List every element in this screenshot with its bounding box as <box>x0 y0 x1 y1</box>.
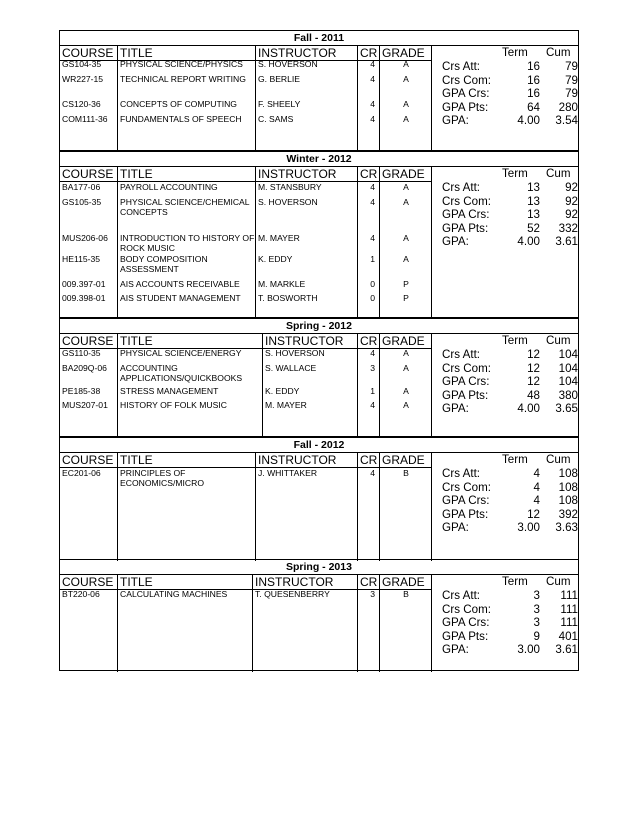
column-header-cr: CR <box>358 46 380 61</box>
cell-grade: A <box>403 348 409 358</box>
cell-course: GS105-35 <box>62 197 102 207</box>
term-title: Spring - 2013 <box>60 560 578 575</box>
stat-term-value: 13 <box>527 194 540 208</box>
stat-cum-value: 3.61 <box>555 643 578 656</box>
term-section <box>59 559 579 671</box>
cell-course: BA209Q-06 <box>62 363 107 373</box>
course-table <box>60 453 578 561</box>
stat-cum-value: 108 <box>558 467 578 480</box>
column-header-course: COURSE <box>60 167 118 182</box>
stat-label: Crs Att: <box>442 589 481 602</box>
cell-instructor: J. WHITTAKER <box>258 468 318 478</box>
stat-cum-value: 3.61 <box>555 235 578 248</box>
stat-term-value: 4.00 <box>517 402 540 415</box>
stat-term-value: 3 <box>533 589 540 602</box>
stat-term-value: 12 <box>527 361 540 375</box>
term-label: Term <box>502 334 528 347</box>
cell-grade: A <box>403 363 409 373</box>
cell-instructor: G. BERLIE <box>258 74 301 84</box>
stat-label: GPA Crs: <box>442 494 490 507</box>
stat-term-value: 4 <box>533 480 540 494</box>
cell-instructor: S. HOVERSON <box>258 197 318 207</box>
cell-cr: 0 <box>370 279 375 289</box>
cell-grade: A <box>403 74 409 84</box>
column-header-title: TITLE <box>118 575 253 590</box>
cell-title: BODY COMPOSITION ASSESSMENT <box>120 254 208 274</box>
stat-label: GPA Crs: <box>442 375 490 388</box>
stat-cum-value: 111 <box>560 589 578 602</box>
column-header-cr: CR <box>358 167 380 182</box>
stat-label: Crs Com: <box>442 480 491 494</box>
stat-cum-value: 3.65 <box>555 402 578 415</box>
cell-course: MUS206-06 <box>62 233 108 243</box>
cell-cr: 4 <box>370 182 375 192</box>
cell-title: AIS ACCOUNTS RECEIVABLE <box>120 279 240 289</box>
cell-grade: A <box>403 233 409 243</box>
cell-title: CALCULATING MACHINES <box>120 589 228 599</box>
stat-label: GPA Crs: <box>442 208 490 221</box>
cell-instructor: S. HOVERSON <box>265 348 325 358</box>
stat-term-value: 3 <box>533 616 540 629</box>
cell-title: PHYSICAL SCIENCE/ENERGY <box>120 348 242 358</box>
stat-cum-value: 92 <box>565 194 578 208</box>
column-header-course: COURSE <box>60 46 118 61</box>
cell-grade: B <box>403 589 409 599</box>
column-header-instructor: INSTRUCTOR <box>256 46 358 61</box>
term-label: Term <box>502 575 528 588</box>
cell-course: CS120-36 <box>62 99 101 109</box>
cell-course: 009.398-01 <box>62 293 106 303</box>
cum-label: Cum <box>546 334 571 347</box>
cell-instructor: S. HOVERSON <box>258 59 318 69</box>
column-header-instructor: INSTRUCTOR <box>263 334 358 349</box>
stat-term-value: 12 <box>527 507 540 521</box>
cell-course: BA177-06 <box>62 182 101 192</box>
column-header-grade: GRADE <box>380 334 432 349</box>
gpa-summary <box>442 348 592 418</box>
course-table <box>60 334 578 438</box>
stat-term-value: 3 <box>533 602 540 616</box>
cum-label: Cum <box>546 453 571 466</box>
stat-term-value: 4 <box>533 494 540 507</box>
cell-course: 009.397-01 <box>62 279 106 289</box>
stat-cum-value: 104 <box>558 375 578 388</box>
column-header-cr: CR <box>358 575 380 590</box>
stat-cum-value: 401 <box>558 629 578 643</box>
term-section <box>59 151 579 318</box>
cell-grade: A <box>403 99 409 109</box>
cell-instructor: T. BOSWORTH <box>258 293 318 303</box>
stat-label: GPA: <box>442 402 469 415</box>
cell-title: INTRODUCTION TO HISTORY OF ROCK MUSIC <box>120 233 255 253</box>
cell-course: GS104-35 <box>62 59 102 69</box>
cell-title: AIS STUDENT MANAGEMENT <box>120 293 241 303</box>
cum-label: Cum <box>546 46 571 59</box>
term-label: Term <box>502 167 528 180</box>
cell-instructor: M. MARKLE <box>258 279 306 289</box>
stat-term-value: 13 <box>527 181 540 194</box>
stat-term-value: 48 <box>527 388 540 402</box>
term-label: Term <box>502 453 528 466</box>
stat-term-value: 4.00 <box>517 114 540 127</box>
column-header-instructor: INSTRUCTOR <box>253 575 358 590</box>
cell-course: WR227-15 <box>62 74 104 84</box>
stat-term-value: 12 <box>527 375 540 388</box>
cell-title: STRESS MANAGEMENT <box>120 386 219 396</box>
cell-grade: A <box>403 197 409 207</box>
stat-cum-value: 108 <box>558 494 578 507</box>
cell-instructor: M. MAYER <box>265 400 307 410</box>
cell-cr: 4 <box>370 59 375 69</box>
term-label: Term <box>502 46 528 59</box>
column-header-course: COURSE <box>60 575 118 590</box>
cell-course: MUS207-01 <box>62 400 108 410</box>
cell-cr: 4 <box>370 114 375 124</box>
stat-term-value: 9 <box>533 629 540 643</box>
stat-term-value: 3.00 <box>517 521 540 534</box>
stat-cum-value: 79 <box>565 73 578 87</box>
cell-grade: B <box>403 468 409 478</box>
stat-label: Crs Att: <box>442 181 481 194</box>
column-header-grade: GRADE <box>380 453 432 468</box>
cell-cr: 3 <box>370 363 375 373</box>
stat-label: Crs Com: <box>442 73 491 87</box>
cell-instructor: K. EDDY <box>258 254 293 264</box>
course-table <box>60 167 578 319</box>
cell-instructor: K. EDDY <box>265 386 300 396</box>
stat-cum-value: 104 <box>558 361 578 375</box>
cell-cr: 4 <box>370 468 375 478</box>
cell-instructor: S. WALLACE <box>265 363 317 373</box>
stat-cum-value: 79 <box>565 60 578 73</box>
cell-cr: 4 <box>370 99 375 109</box>
stat-cum-value: 3.63 <box>555 521 578 534</box>
cell-course: EC201-06 <box>62 468 101 478</box>
cell-grade: A <box>403 59 409 69</box>
cell-title: PHYSICAL SCIENCE/CHEMICAL CONCEPTS <box>120 197 250 217</box>
stat-label: GPA: <box>442 643 469 656</box>
stat-term-value: 16 <box>527 87 540 100</box>
cell-instructor: C. SAMS <box>258 114 294 124</box>
stat-label: Crs Com: <box>442 194 491 208</box>
stat-cum-value: 380 <box>558 388 578 402</box>
stat-cum-value: 79 <box>565 87 578 100</box>
cell-title: TECHNICAL REPORT WRITING <box>120 74 246 84</box>
column-header-title: TITLE <box>118 167 256 182</box>
stat-term-value: 13 <box>527 208 540 221</box>
column-header-grade: GRADE <box>380 46 432 61</box>
cell-grade: P <box>403 279 409 289</box>
term-title: Winter - 2012 <box>60 152 578 167</box>
cell-grade: A <box>403 182 409 192</box>
column-header-cr: CR <box>358 334 380 349</box>
stat-label: GPA: <box>442 521 469 534</box>
cell-instructor: M. STANSBURY <box>258 182 322 192</box>
column-header-title: TITLE <box>118 46 256 61</box>
term-section <box>59 30 579 151</box>
cell-cr: 4 <box>370 74 375 84</box>
column-header-grade: GRADE <box>380 167 432 182</box>
column-header-instructor: INSTRUCTOR <box>256 167 358 182</box>
column-header-course: COURSE <box>60 453 118 468</box>
stat-cum-value: 111 <box>560 602 578 616</box>
cell-course: BT220-06 <box>62 589 100 599</box>
stat-label: GPA Pts: <box>442 507 489 521</box>
term-title: Spring - 2012 <box>60 319 578 334</box>
cell-grade: A <box>403 386 409 396</box>
cell-cr: 4 <box>370 233 375 243</box>
cell-cr: 4 <box>370 197 375 207</box>
cell-title: PHYSICAL SCIENCE/PHYSICS <box>120 59 243 69</box>
stat-cum-value: 3.54 <box>555 114 578 127</box>
gpa-summary <box>442 467 592 537</box>
stat-label: Crs Com: <box>442 602 491 616</box>
cell-grade: A <box>403 254 409 264</box>
stat-label: GPA: <box>442 114 469 127</box>
term-title: Fall - 2012 <box>60 438 578 453</box>
stat-cum-value: 332 <box>558 221 578 235</box>
stat-term-value: 4 <box>533 467 540 480</box>
course-table <box>60 575 578 672</box>
cell-course: COM111-36 <box>62 114 108 124</box>
cell-title: HISTORY OF FOLK MUSIC <box>120 400 227 410</box>
stat-label: Crs Att: <box>442 60 481 73</box>
cell-cr: 1 <box>370 386 375 396</box>
cell-cr: 3 <box>370 589 375 599</box>
stat-label: GPA Crs: <box>442 616 490 629</box>
cell-title: PAYROLL ACCOUNTING <box>120 182 218 192</box>
stat-label: Crs Att: <box>442 467 481 480</box>
stat-cum-value: 111 <box>560 616 578 629</box>
stat-label: GPA: <box>442 235 469 248</box>
column-header-cr: CR <box>358 453 380 468</box>
stat-term-value: 16 <box>527 60 540 73</box>
stat-label: Crs Com: <box>442 361 491 375</box>
stat-cum-value: 280 <box>558 100 578 114</box>
cell-cr: 4 <box>370 400 375 410</box>
cell-instructor: M. MAYER <box>258 233 300 243</box>
cell-grade: A <box>403 114 409 124</box>
cell-title: FUNDAMENTALS OF SPEECH <box>120 114 242 124</box>
course-table <box>60 46 578 152</box>
gpa-summary <box>442 181 592 251</box>
stat-term-value: 12 <box>527 348 540 361</box>
stat-term-value: 52 <box>527 221 540 235</box>
column-header-title: TITLE <box>118 334 263 349</box>
column-header-title: TITLE <box>118 453 256 468</box>
column-header-instructor: INSTRUCTOR <box>256 453 358 468</box>
cell-grade: A <box>403 400 409 410</box>
stat-cum-value: 92 <box>565 208 578 221</box>
cell-title: CONCEPTS OF COMPUTING <box>120 99 237 109</box>
cum-label: Cum <box>546 167 571 180</box>
column-header-course: COURSE <box>60 334 118 349</box>
term-section <box>59 318 579 437</box>
gpa-summary <box>442 589 592 659</box>
gpa-summary <box>442 60 592 130</box>
stat-term-value: 3.00 <box>517 643 540 656</box>
cum-label: Cum <box>546 575 571 588</box>
cell-cr: 4 <box>370 348 375 358</box>
stat-cum-value: 108 <box>558 480 578 494</box>
stat-term-value: 16 <box>527 73 540 87</box>
cell-cr: 0 <box>370 293 375 303</box>
cell-course: GS110-35 <box>62 348 101 358</box>
cell-title: ACCOUNTING APPLICATIONS/QUICKBOOKS <box>120 363 243 383</box>
stat-label: GPA Pts: <box>442 100 489 114</box>
term-section <box>59 437 579 560</box>
stat-label: GPA Pts: <box>442 221 489 235</box>
cell-course: PE185-38 <box>62 386 101 396</box>
cell-instructor: F. SHEELY <box>258 99 301 109</box>
stat-label: GPA Pts: <box>442 629 489 643</box>
cell-grade: P <box>403 293 409 303</box>
cell-cr: 1 <box>370 254 375 264</box>
cell-course: HE115-35 <box>62 254 101 264</box>
stat-label: GPA Pts: <box>442 388 489 402</box>
stat-cum-value: 104 <box>558 348 578 361</box>
stat-term-value: 64 <box>527 100 540 114</box>
stat-term-value: 4.00 <box>517 235 540 248</box>
stat-cum-value: 92 <box>565 181 578 194</box>
cell-instructor: T. QUESENBERRY <box>255 589 330 599</box>
stat-cum-value: 392 <box>558 507 578 521</box>
stat-label: Crs Att: <box>442 348 481 361</box>
term-title: Fall - 2011 <box>60 31 578 46</box>
column-header-grade: GRADE <box>380 575 432 590</box>
stat-label: GPA Crs: <box>442 87 490 100</box>
cell-title: PRINCIPLES OF ECONOMICS/MICRO <box>120 468 205 488</box>
